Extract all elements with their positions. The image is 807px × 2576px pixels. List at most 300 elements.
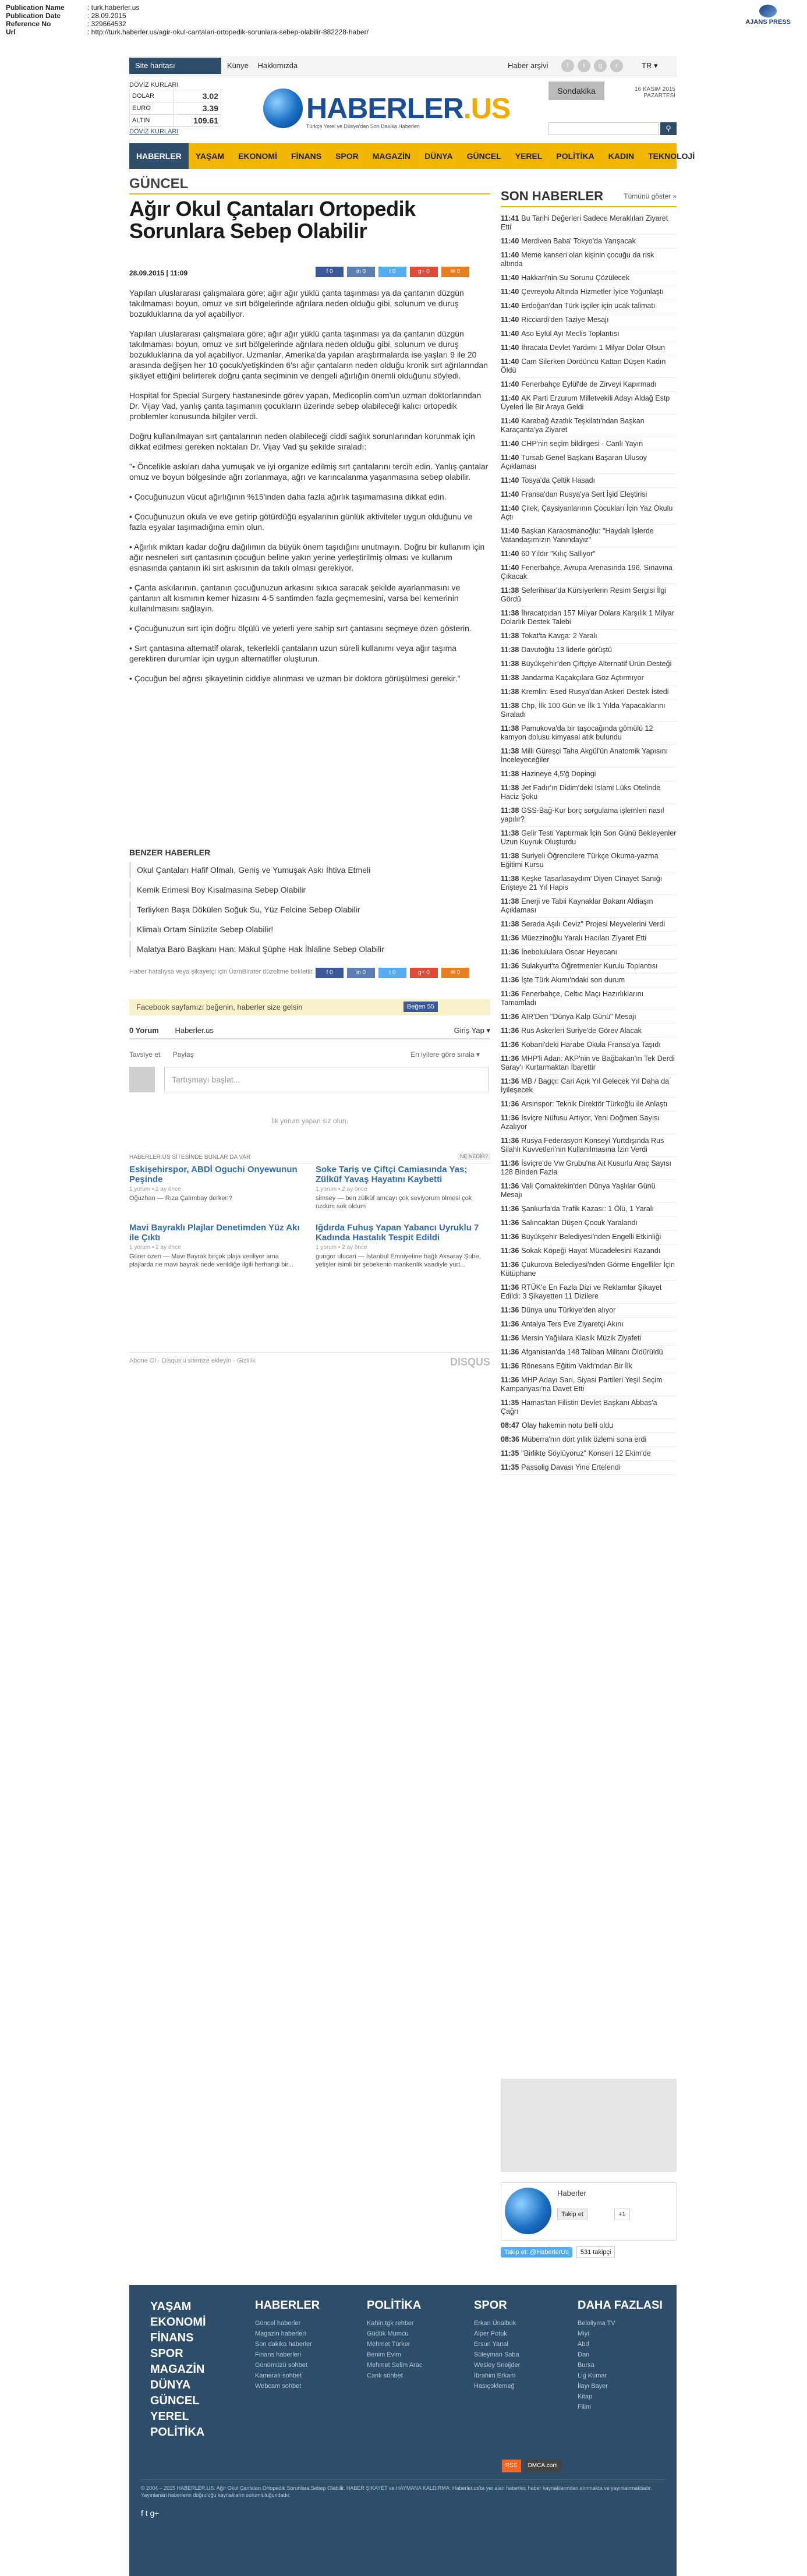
news-time: 11:40 (501, 417, 519, 425)
sidebar-show-all[interactable]: Tümünü göster » (624, 192, 677, 200)
also-headline[interactable]: Iğdırda Fuhuş Yapan Yabancı Uyruklu 7 Kadında Hastalık Tespit Edildi (316, 1223, 479, 1243)
footer-link[interactable]: Hasıçoklemeğ (474, 2383, 515, 2390)
nav-item[interactable]: SPOR (335, 151, 359, 161)
footer-link[interactable]: Bursa (578, 2362, 594, 2369)
news-headline[interactable]: Fransa'dan Rusya'ya Sert İşid Eleştirisi (521, 490, 647, 498)
news-item[interactable] (501, 1024, 677, 1038)
also-headline[interactable]: Soke Tariş ve Çiftçi Camiasında Yas; Zülküf Yavaş Hayatını Kaybetti (316, 1165, 468, 1184)
disqus-subscribe[interactable]: Abone Ol (129, 1357, 156, 1364)
news-time: 11:36 (501, 1027, 519, 1035)
news-item[interactable] (501, 781, 677, 804)
news-headline[interactable]: Sokak Köpeği Hayat Mücadelesini Kazandı (521, 1247, 661, 1255)
share-button[interactable]: in 0 (347, 968, 375, 978)
news-item[interactable] (501, 1258, 677, 1281)
link-kunye[interactable]: Künye (227, 61, 249, 70)
news-time: 11:40 (501, 251, 519, 259)
footer-link[interactable]: Filim (578, 2404, 592, 2411)
news-headline[interactable]: Büyükşehir Belediyesi'nden Engelli Etkinliği (521, 1233, 661, 1241)
news-item[interactable] (501, 946, 677, 960)
article-paragraph: Yapılan uluslararası çalışmalara göre; ağır ağır yüklü çanta taşınması ya da çantanın düzgün takılmaması boyun, omuz ve sırt bölgelerinde ağrılara neden olduğu gibi, solunum ve duruş bozukluklarına da yol açabiliyor. Uzmanlar, Amerika'da yapılan araştırmalarda ise yaşları 9 ile 20 arasında değişen her 10 çocuk/yetişkinden 6'sı ağır çantaların neden olduğu kronik sırt ağrılarından şikâyet ettiğini belirterek doğru çanta seçiminin ve dengeli ağırlığın önemli olduğunu söyledi. (129, 329, 488, 380)
news-time: 11:36 (501, 1261, 519, 1269)
footer-column-title: POLİTİKA (367, 2299, 422, 2312)
facebook-like-button[interactable]: Beğen 55 (404, 1002, 438, 1012)
news-headline[interactable]: MHP'li Adan: AKP'nin ve Bağbakan'ın Tek Derdi Saray'ı Kurtarmaktan İbarettir (501, 1055, 675, 1071)
news-item[interactable] (501, 1075, 677, 1098)
facebook-icon[interactable]: f (141, 2508, 143, 2518)
nav-item[interactable]: GÜNCEL (466, 151, 501, 161)
related-item[interactable]: Malatya Baro Başkanı Han: Makul Şüphe Hak İhlaline Sebep Olabilir (129, 941, 420, 957)
news-headline[interactable]: Hakkari'nin Su Sorunu Çözülecek (521, 274, 630, 282)
login-button[interactable]: Giriş Yap ▾ (454, 1026, 490, 1035)
share-button[interactable]: f 0 (316, 968, 344, 978)
also-meta: 1 yorum • 2 ay önce (316, 1186, 367, 1193)
news-headline[interactable]: Gelir Testi Yaptırmak İçin Son Günü Bekleyenler Uzun Kuyruk Oluşturdu (501, 829, 677, 846)
news-headline[interactable]: Vali Çomaktekin'den Dünya Yaşlılar Günü Mesajı (501, 1182, 656, 1199)
news-headline[interactable]: Suriyeli Öğrencilere Türkçe Okuma-yazma Eğitimi Kursu (501, 852, 659, 869)
news-headline[interactable]: Pamukova'da bir taşocağında gömülü 12 kamyon dolusu kimyasal atık bulundu (501, 724, 653, 741)
share-button[interactable]: Paylaş (172, 1050, 194, 1059)
news-time: 11:36 (501, 1376, 519, 1384)
clip-value: : turk.haberler.us (87, 3, 140, 12)
nav-item[interactable]: DÜNYA (424, 151, 453, 161)
news-headline[interactable]: MHP Adayı Sarı, Siyasi Partileri Yeşil Seçim Kampanyası'na Davet Etti (501, 1376, 663, 1393)
article-paragraph: • Çocuğun bel ağrısı şikayetinin ciddiye alınması ve uzman bir doktora görüşülmesi gerekir." (129, 674, 461, 683)
footer-column (255, 2299, 320, 2391)
news-item[interactable] (501, 1230, 677, 1244)
news-item[interactable] (501, 341, 677, 355)
news-headline[interactable]: Şanlıurfa'da Trafik Kazası: 1 Ölü, 1 Yaralı (521, 1205, 654, 1213)
news-headline[interactable]: Arsinspor: Teknik Direktör Türkoğlu ile Anlaştı (521, 1100, 668, 1108)
footer-link[interactable]: Webcam sohbet (255, 2383, 302, 2390)
news-headline[interactable]: 60 Yıldır "Kılıç Salliyor" (521, 550, 596, 558)
news-headline[interactable]: RTÜK'e En Fazla Dizi ve Reklamlar Şikayet Edildi: 3 Şikayetten 11 Dizilere (501, 1283, 662, 1300)
news-item[interactable] (501, 629, 677, 643)
news-item[interactable] (501, 1134, 677, 1157)
news-headline[interactable]: Rönesans Eğitim Vakfı'ndan Bir İlk (521, 1362, 632, 1370)
news-time: 11:36 (501, 1159, 519, 1167)
news-headline[interactable]: Afganistan'da 148 Taliban Militanı Öldürüldü (521, 1348, 663, 1356)
footer-category[interactable]: MAGAZİN (150, 2363, 205, 2376)
news-item[interactable] (501, 1396, 677, 1419)
news-time: 11:36 (501, 1055, 519, 1063)
nav-item[interactable]: POLİTİKA (556, 151, 594, 161)
article-paragraph: • Çocuğunuzun vücut ağırlığının %15'inden daha fazla ağırlık taşımamasına dikkat edin. (129, 492, 447, 501)
news-item[interactable] (501, 235, 677, 249)
news-item[interactable] (501, 850, 677, 872)
news-headline[interactable]: Salıncaktan Düşen Çocuk Yaralandı (521, 1219, 638, 1227)
news-time: 11:36 (501, 1205, 519, 1213)
news-headline[interactable]: Fenerbahçe, Avrupa Arenasında 196. Sınavına Çıkacak (501, 564, 672, 581)
comment-count: 0 Yorum (129, 1026, 159, 1035)
article-paragraph: • Çocuğunuzun okula ve eve getirip götürdüğü eşyalarının günlük aktiviteler uygun olduğunu ve fazla eşyalar taşımadığına emin olun. (129, 512, 473, 532)
news-item[interactable] (501, 1332, 677, 1346)
news-time: 11:40 (501, 454, 519, 462)
footer-link[interactable]: Abd (578, 2341, 589, 2348)
news-headline[interactable]: Antalya Ters Eve Ziyaretçi Akını (521, 1320, 624, 1328)
footer-link[interactable]: Mehmet Türker (367, 2341, 410, 2348)
share-button[interactable]: g+ 0 (410, 267, 438, 277)
nav-item[interactable]: YAŞAM (195, 151, 225, 161)
news-item[interactable] (501, 872, 677, 895)
footer-link[interactable]: Güdük Mumcu (367, 2330, 409, 2337)
news-headline[interactable]: Dünya unu Türkiye'den alıyor (521, 1306, 616, 1314)
also-headline[interactable]: Mavi Bayraklı Plajlar Denetimden Yüz Akı ile Çıktı (129, 1223, 300, 1243)
top-links (227, 61, 305, 70)
related-item[interactable]: Okul Çantaları Hafif Olmalı, Geniş ve Yumuşak Askı İhtiva Etmeli (129, 862, 420, 878)
clip-key: Reference No (6, 20, 51, 28)
news-item[interactable] (501, 1038, 677, 1052)
footer-category[interactable]: DÜNYA (150, 2379, 191, 2391)
news-item[interactable] (501, 474, 677, 488)
twitter-icon[interactable]: t (578, 59, 590, 72)
news-item[interactable] (501, 1112, 677, 1134)
news-headline[interactable]: Erdoğan'dan Türk işçiler için ucak talimatı (521, 302, 656, 310)
breaking-news-button[interactable]: Sondakika (548, 82, 604, 100)
footer-link[interactable]: Miyi (578, 2330, 589, 2337)
news-item[interactable] (501, 1202, 677, 1216)
news-item[interactable] (501, 745, 677, 767)
news-headline[interactable]: GSS-Bağ-Kur borç sorgulama işlemleri nasıl yapılır? (501, 806, 664, 823)
disclaimer: Haber hatalıysa veya şikayetçi için ÜzmBirater düzeltme bekletiir. (129, 968, 314, 975)
news-item[interactable] (501, 988, 677, 1010)
share-button[interactable]: t 0 (378, 968, 406, 978)
news-headline[interactable]: Hazineye 4,5'ğ Dopingi (521, 770, 596, 778)
news-time: 11:38 (501, 586, 519, 595)
news-item[interactable] (501, 525, 677, 547)
twitter-follow-button[interactable]: Takip et: @HaberlerUs (501, 2247, 572, 2257)
footer-link[interactable]: Kahin.tgk rehber (367, 2320, 414, 2327)
footer-link[interactable]: Son dakika haberler (255, 2341, 312, 2348)
news-item[interactable] (501, 212, 677, 235)
news-item[interactable] (501, 671, 677, 685)
news-headline[interactable]: Tosya'da Çeltik Hasadı (521, 476, 596, 484)
facebook-icon[interactable]: f (561, 59, 574, 72)
gplus-follow-button[interactable]: Takip et (557, 2209, 587, 2220)
news-headline[interactable]: Tokat'ta Kavga: 2 Yaralı (521, 632, 597, 640)
news-time: 11:36 (501, 1137, 519, 1145)
nav-item[interactable]: EKONOMİ (238, 151, 277, 161)
footer-link[interactable]: Benim Evim (367, 2351, 401, 2358)
footer-link[interactable]: Lig Kumar (578, 2372, 607, 2379)
footer-category[interactable]: YAŞAM (150, 2300, 192, 2313)
nav-item[interactable]: MAGAZİN (372, 151, 411, 161)
news-item[interactable] (501, 643, 677, 657)
news-item[interactable] (501, 1360, 677, 1374)
news-item[interactable] (501, 1216, 677, 1230)
footer-link[interactable]: Süleyman Saba (474, 2351, 519, 2358)
news-item[interactable] (501, 1244, 677, 1258)
news-headline[interactable]: Mersin Yağlılara Klasik Müzik Ziyafeti (521, 1334, 642, 1342)
news-headline[interactable]: "Birlikte Söylüyoruz" Konseri 12 Ekim'de (521, 1449, 651, 1457)
news-item[interactable] (501, 285, 677, 299)
news-item[interactable] (501, 437, 677, 451)
news-headline[interactable]: Hamas'tan Filistin Devlet Başkanı Abbas'a Çağrı (501, 1399, 657, 1416)
dmca-badge[interactable]: DMCA.com (525, 2460, 561, 2472)
recommend-button[interactable]: Tavsiye et (129, 1050, 161, 1059)
news-item[interactable] (501, 974, 677, 988)
news-headline[interactable]: Müezzinoğlu Yaralı Hacıları Ziyaret Etti (521, 934, 647, 942)
news-headline[interactable]: Müberra'nın dört yıllık özlemi sona erdi (521, 1435, 647, 1443)
news-time: 11:40 (501, 476, 519, 484)
related-item[interactable]: Kemik Erimesi Boy Kısalmasına Sebep Olabilir (129, 882, 420, 898)
sitemap-button[interactable]: Site haritası (129, 58, 221, 74)
related-item[interactable]: Terliyken Başa Dökülen Soğuk Su, Yüz Felcine Sebep Olabilir (129, 901, 420, 918)
news-headline[interactable]: Kobani'deki Harabe Okula Fransa'ya Taşıdı (521, 1041, 661, 1049)
news-item[interactable] (501, 1461, 677, 1475)
news-item[interactable] (501, 1098, 677, 1112)
footer-link[interactable]: Kameralı sohbet (255, 2372, 302, 2379)
news-headline[interactable]: CHP'nin seçim bildirgesi - Canlı Yayın (521, 440, 643, 448)
share-button[interactable]: ✉ 0 (441, 968, 469, 978)
news-headline[interactable]: Enerji ve Tabii Kaynaklar Bakanı Aldiaşın Açıklaması (501, 897, 653, 914)
share-button[interactable]: in 0 (347, 267, 375, 277)
globe-icon (505, 2188, 551, 2234)
news-item[interactable] (501, 271, 677, 285)
nav-item[interactable]: KADIN (608, 151, 635, 161)
share-button[interactable]: f 0 (316, 267, 344, 277)
footer-link[interactable]: Canlı sohbet (367, 2372, 403, 2379)
news-time: 11:36 (501, 1219, 519, 1227)
news-headline[interactable]: İnebolululara Oscar Heyecanı (521, 948, 617, 956)
news-item[interactable] (501, 561, 677, 584)
currency-row (130, 115, 221, 127)
footer-category[interactable]: POLİTİKA (150, 2426, 205, 2439)
footer-link[interactable]: İbrahim Erkam (474, 2372, 516, 2379)
news-item[interactable] (501, 699, 677, 722)
news-headline[interactable]: Çevreyolu Altında Hizmetler İyice Yoğunlaştı (521, 288, 664, 296)
news-headline[interactable]: Rus Askerleri Suriye'de Görev Alacak (521, 1027, 642, 1035)
footer-link[interactable]: Wesley Sneijder (474, 2362, 521, 2369)
news-headline[interactable]: İhracatçıdan 157 Milyar Dolara Karşılık 1 Milyar Dolarlık Destek Talebi (501, 609, 674, 626)
news-time: 11:38 (501, 609, 519, 617)
search-input[interactable] (548, 122, 659, 135)
news-headline[interactable]: AIR'Den "Dünya Kalp Günü" Mesajı (521, 1013, 636, 1021)
language-select[interactable]: TR ▾ (642, 61, 658, 70)
news-time: 11:40 (501, 380, 519, 388)
news-time: 11:36 (501, 990, 519, 998)
news-item[interactable] (501, 1346, 677, 1360)
news-item[interactable] (501, 932, 677, 946)
news-headline[interactable]: Olay hakemin notu belli oldu (521, 1421, 614, 1429)
news-headline[interactable]: AK Parti Erzurum Milletvekili Adayı Aldağ Estp Üyeleri İle Bir Araya Geldi (501, 394, 670, 411)
footer-category[interactable]: YEREL (150, 2410, 189, 2423)
news-headline[interactable]: MB / Bagçı: Cari Açık Yıl Gelecek Yıl Daha da İyileşecek (501, 1077, 670, 1094)
news-headline[interactable]: Çilek, Çaysiyanlarının Çocukları İçin Yaz Okulu Açtı (501, 504, 673, 521)
news-headline[interactable]: Aso Eylül Ayı Meclis Toplantısı (521, 330, 620, 338)
news-item[interactable] (501, 1010, 677, 1024)
nav-item[interactable]: YEREL (515, 151, 543, 161)
news-headline[interactable]: İsviçre Nüfusu Artıyor, Yeni Doğmen Sayısı Azalıyor (501, 1114, 660, 1131)
share-buttons-bottom (316, 968, 469, 978)
news-item[interactable] (501, 547, 677, 561)
news-item[interactable] (501, 895, 677, 918)
news-headline[interactable]: Serada Aşılı Ceviz" Projesi Meyvelerini Verdi (521, 920, 666, 928)
news-item[interactable] (501, 657, 677, 671)
link-about[interactable]: Hakkımızda (257, 61, 298, 70)
footer-link[interactable]: Finans haberleri (255, 2351, 301, 2358)
also-badge[interactable]: NE NEDİR? (458, 1153, 490, 1160)
footer-category[interactable]: GÜNCEL (150, 2394, 200, 2407)
news-item[interactable] (501, 327, 677, 341)
news-headline[interactable]: Jet Fadır'ın Didim'deki İslami Lüks Otelinde Haciz Şoku (501, 784, 661, 801)
news-item[interactable] (501, 960, 677, 974)
news-headline[interactable]: Keşke Tasarlasaydım' Diyen Cinayet Sanığı Erişteye 21 Yıl Hapis (501, 875, 663, 891)
news-item[interactable] (501, 1052, 677, 1075)
news-item[interactable] (501, 607, 677, 629)
footer-link[interactable]: Beloliyma TV (578, 2320, 615, 2327)
clip-value: : http://turk.haberler.us/agir-okul-cantalari-ortopedik-sorunlara-sebep-olabilir-882228-haber/ (87, 28, 369, 36)
news-headline[interactable]: Çukurova Belediyesi'nden Görme Engelliler İçin Kütüphane (501, 1261, 675, 1278)
news-headline[interactable]: Kremlin: Esed Rusya'dan Askeri Destek İstedi (521, 688, 669, 696)
archive-link[interactable]: Haber arşivi (508, 61, 548, 70)
site-logo[interactable] (263, 89, 510, 128)
news-headline[interactable]: Ricciardi'den Taziye Mesajı (521, 316, 609, 324)
also-item[interactable] (316, 1165, 490, 1211)
news-time: 11:38 (501, 852, 519, 860)
footer-link[interactable]: Magazin haberleri (255, 2330, 306, 2337)
google-plus-icon[interactable]: g+ (150, 2508, 160, 2518)
comments-site[interactable]: Haberler.us (175, 1026, 214, 1035)
sort-select[interactable]: En iyilere göre sırala ▾ (410, 1050, 480, 1059)
search-icon[interactable]: ⚲ (660, 122, 677, 135)
google-plus-icon[interactable]: g (594, 59, 607, 72)
disqus-add[interactable]: Disqus'u sitenize ekleyin (161, 1357, 232, 1364)
news-headline[interactable]: Fenerbahçe, Celtıc Maçı Hazırlıklarını Tamamladı (501, 990, 644, 1007)
rss-badge[interactable]: RSS (502, 2460, 521, 2472)
share-button[interactable]: g+ 0 (410, 968, 438, 978)
footer-link[interactable]: Günümüzü sohbet (255, 2362, 307, 2369)
comment-input[interactable]: Tartışmayı başlat... (164, 1067, 489, 1092)
news-headline[interactable]: Büyükşehir'den Çiftçiye Alternatif Ürün Desteği (521, 660, 672, 668)
news-item[interactable] (501, 685, 677, 699)
share-button[interactable]: t 0 (378, 267, 406, 277)
news-headline[interactable]: Davutoğlu 13 liderle görüştü (521, 646, 612, 654)
disqus-privacy[interactable]: Gizlilik (236, 1357, 256, 1364)
currency-name: ALTIN (130, 115, 174, 127)
rss-icon[interactable]: r (610, 59, 623, 72)
news-time: 11:40 (501, 564, 519, 572)
also-quote: Oğuzhan — Rıza Çalımbay derken? (129, 1195, 232, 1202)
news-headline[interactable]: İsviçre'de Vw Grubu'na Ait Kusurlu Araç Sayısı 128 Binden Fazla (501, 1159, 671, 1176)
news-headline[interactable]: İhracata Devlet Yardımı 1 Milyar Dolar Olsun (521, 344, 666, 352)
news-item[interactable] (501, 1374, 677, 1396)
news-headline[interactable]: Tursab Genel Başkanı Başaran Ulusoy Açıklaması (501, 454, 647, 470)
footer-link[interactable]: İlayı Bayer (578, 2383, 608, 2390)
news-item[interactable] (501, 249, 677, 271)
news-item[interactable] (501, 584, 677, 607)
footer-link[interactable]: Güncel haberler (255, 2320, 301, 2327)
news-item[interactable] (501, 299, 677, 313)
article-paragraph: • Ağırlık miktarı kadar doğru dağılımın da büyük önem taşıdığını unutmayın. Doğru bir kullanım için ağır nesneleri sırt çantasının çocuğun beline yakın yerine yerleştirilmiş olması ve kullanım esnasında çantanın iki sırt askısının da takılı olması gerekiyor. (129, 542, 485, 572)
news-item[interactable] (501, 392, 677, 415)
currency-link[interactable]: DÖVİZ KURLARI (129, 128, 179, 135)
article-paragraph: • Sırt çantasına alternatif olarak, tekerlekli çantaların uzun süreli kullanımı veya ağır taşıma gerektiren durumlar için uygun alternatifler oluşturun. (129, 643, 457, 663)
news-headline[interactable]: Milli Güreşçi Taha Akgül'ün Anatomik Yapısını İnceleyeceğiler (501, 747, 668, 764)
news-time: 11:40 (501, 490, 519, 498)
news-headline[interactable]: Jandarma Kaçakçılara Göz Açtırmıyor (521, 674, 644, 682)
news-headline[interactable]: Başkan Karaosmanoğlu: "Haydalı İşlerde Vatandaşımızın Yanındayız" (501, 527, 654, 544)
twitter-icon[interactable]: t (145, 2508, 148, 2518)
news-item[interactable] (501, 1157, 677, 1180)
news-item[interactable] (501, 1281, 677, 1304)
news-headline[interactable]: İşte Türk Akımı'ndaki son durum (521, 976, 625, 984)
news-time: 11:36 (501, 1247, 519, 1255)
disqus-logo[interactable]: DISQUS (449, 1356, 490, 1368)
news-headline[interactable]: Chp, İlk 100 Gün ve İlk 1 Yılda Yapacaklarını Sıraladı (501, 702, 666, 719)
footer-link[interactable]: Mehmet Selim Arac (367, 2362, 423, 2369)
news-item[interactable] (501, 1318, 677, 1332)
news-item[interactable] (501, 502, 677, 525)
footer-link[interactable]: Ersun Yanal (474, 2341, 508, 2348)
footer-link[interactable]: Kitap (578, 2393, 593, 2400)
news-item[interactable] (501, 1419, 677, 1433)
gplus-plusone[interactable]: +1 (614, 2209, 630, 2220)
also-item[interactable] (316, 1223, 490, 1269)
sidebar-header (501, 189, 677, 207)
news-headline[interactable]: Merdiven Baba' Tokyo'da Yarışacak (521, 237, 636, 245)
news-item[interactable] (501, 767, 677, 781)
also-item[interactable] (129, 1165, 304, 1202)
news-headline[interactable]: Rusya Federasyon Konseyi Yurtdışında Rus Silahlı Kuvvetleri'nin Kullanılmasına İzin Verdi (501, 1137, 664, 1153)
footer-link[interactable]: Alper Potuk (474, 2330, 507, 2337)
news-item[interactable] (501, 488, 677, 502)
news-item[interactable] (501, 804, 677, 827)
nav-item[interactable]: HABERLER (129, 143, 189, 169)
footer-link[interactable]: Erkan Ünalbuk (474, 2320, 516, 2327)
news-item[interactable] (501, 378, 677, 392)
news-time: 11:36 (501, 1114, 519, 1122)
news-headline[interactable]: Seferihisar'da Kürsiyerlerin Resim Sergisi İlgi Gördü (501, 586, 667, 603)
news-headline[interactable]: Bu Tarihi Değerleri Sadece Meraklıları Ziyaret Etti (501, 214, 668, 231)
news-time: 11:36 (501, 1334, 519, 1342)
news-item[interactable] (501, 1180, 677, 1202)
nav-item[interactable]: FİNANS (291, 151, 322, 161)
news-item[interactable] (501, 415, 677, 437)
news-headline[interactable]: Passolig Davası Yine Ertelendi (521, 1463, 621, 1471)
footer-category[interactable]: EKONOMİ (150, 2316, 206, 2329)
news-headline[interactable]: Fenerbahçe Eylül'de de Zirveyi Kapırmadı (521, 380, 657, 388)
news-headline[interactable]: Cam Silerken Dördüncü Kattan Düşen Kadın Öldü (501, 358, 666, 374)
footer-column (474, 2299, 520, 2391)
news-item[interactable] (501, 722, 677, 745)
news-item[interactable] (501, 451, 677, 474)
news-headline[interactable]: Karabağ Azatlık Teşkilatı'ndan Başkan Karaçanta'ya Ziyaret (501, 417, 645, 434)
also-item[interactable] (129, 1223, 304, 1269)
news-item[interactable] (501, 313, 677, 327)
news-time: 11:38 (501, 875, 519, 883)
news-time: 11:36 (501, 1348, 519, 1356)
news-time: 11:36 (501, 1320, 519, 1328)
also-headline[interactable]: Eskişehirspor, ABDİ Oguchi Onyewunun Peşinde (129, 1165, 298, 1184)
news-item[interactable] (501, 1433, 677, 1447)
share-button[interactable]: ✉ 0 (441, 267, 469, 277)
news-headline[interactable]: Meme kanseri olan kişinin çocuğu da risk altında (501, 251, 654, 268)
news-time: 11:38 (501, 770, 519, 778)
nav-item[interactable]: TEKNOLOJİ (648, 151, 695, 161)
footer-link[interactable]: Dan (578, 2351, 590, 2358)
news-item[interactable] (501, 1447, 677, 1461)
news-item[interactable] (501, 1304, 677, 1318)
news-time: 11:38 (501, 897, 519, 905)
news-item[interactable] (501, 827, 677, 850)
news-item[interactable] (501, 918, 677, 932)
news-item[interactable] (501, 355, 677, 378)
related-item[interactable]: Klimalı Ortam Sinüzite Sebep Olabilir! (129, 921, 420, 937)
currency-title: DÖVİZ KURLARI (129, 82, 179, 89)
footer-category[interactable]: SPOR (150, 2347, 183, 2360)
footer-category[interactable]: FİNANS (150, 2331, 194, 2344)
news-headline[interactable]: Sulakyurt'ta Öğretmenler Kurulu Toplantısı (521, 962, 658, 970)
